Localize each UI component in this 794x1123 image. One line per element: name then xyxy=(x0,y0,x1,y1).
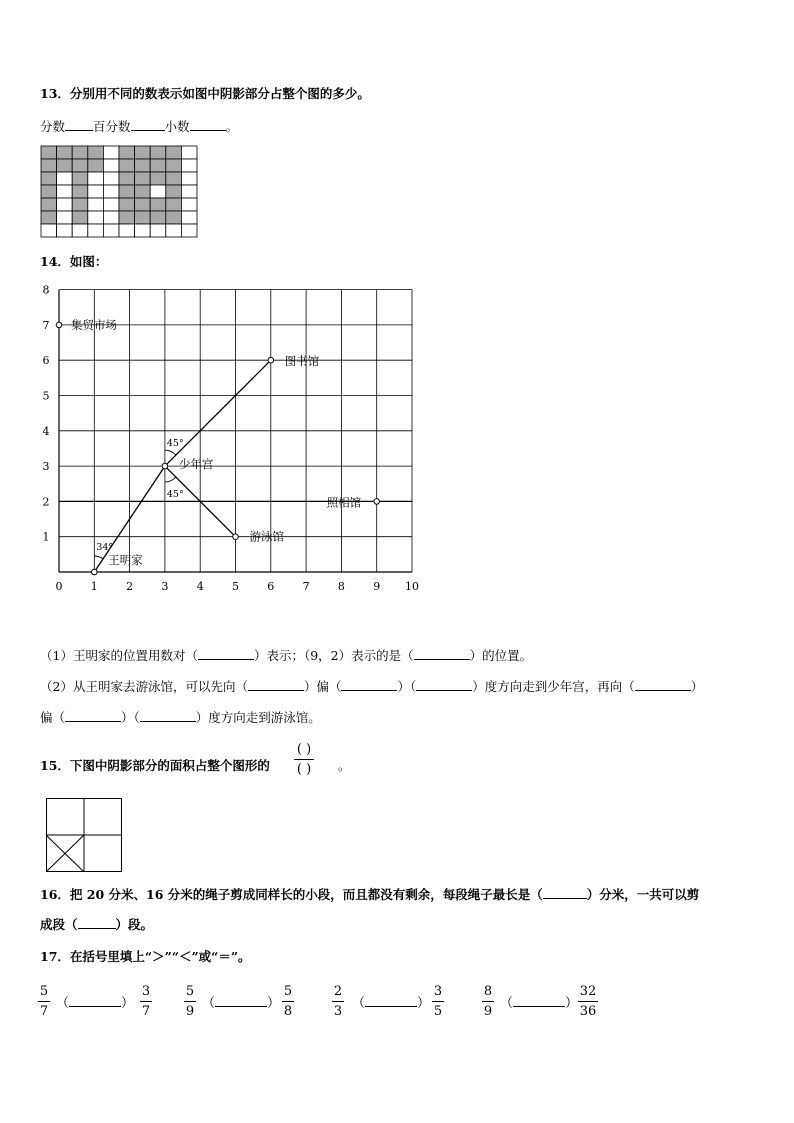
q14-sub2-text-c: ）（ xyxy=(397,679,417,694)
q16-text-a: 16．把 20 分米、16 分米的绳子剪成同样长的小段，而且都没有剩余，每段绳子最长是（ xyxy=(40,887,543,902)
q17-item4-right-den: 36 xyxy=(579,1004,597,1019)
paren-left: （ xyxy=(202,996,216,1011)
angle-label: 45° xyxy=(166,438,184,450)
location-point xyxy=(233,534,239,540)
grid-cell xyxy=(103,172,119,185)
grid-cell-shaded xyxy=(41,198,57,211)
q15-paren-bottom[interactable]: ( ) xyxy=(296,762,312,777)
grid-cell xyxy=(88,172,104,185)
q14-sub2-line2-c: ）度方向走到游泳馆。 xyxy=(195,710,321,725)
fraction-bar xyxy=(184,1001,196,1002)
grid-cell xyxy=(119,224,135,237)
q17-item2-left-fraction xyxy=(184,984,196,1019)
q14-sub2-line1 xyxy=(40,677,703,695)
grid-cell-shaded xyxy=(41,159,57,172)
location-point xyxy=(268,357,274,363)
q17-item1-right-den: 7 xyxy=(141,1004,151,1019)
q16-blank-1[interactable] xyxy=(543,886,587,899)
location-label: 集贸市场 xyxy=(71,317,117,332)
location-point xyxy=(92,569,98,575)
fraction-bar xyxy=(432,1001,444,1002)
grid-cell-shaded xyxy=(41,172,57,185)
location-label: 王明家 xyxy=(108,553,143,567)
grid-cell-shaded xyxy=(119,172,135,185)
q14-title: 14．如图： xyxy=(40,254,108,269)
angle-label: 45° xyxy=(166,489,184,501)
paren-right: ） xyxy=(267,996,281,1011)
location-point xyxy=(162,463,168,469)
x-tick-label: 2 xyxy=(126,580,134,593)
grid-cell xyxy=(88,211,104,224)
grid-cell-shaded xyxy=(135,198,151,211)
q14-sub1-text-b: ）表示；（9，2）表示的是（ xyxy=(253,648,414,663)
q14-sub2-blank-3[interactable] xyxy=(416,678,472,691)
x-tick-label: 10 xyxy=(405,580,419,593)
grid-cell-shaded xyxy=(119,185,135,198)
q13-end: 。 xyxy=(225,119,239,134)
grid-cell-shaded xyxy=(72,159,88,172)
x-tick-label: 1 xyxy=(90,580,98,593)
grid-cell xyxy=(181,211,197,224)
y-tick-label: 1 xyxy=(42,530,50,544)
q14-sub1 xyxy=(40,646,532,664)
q14-sub2-blank-6[interactable] xyxy=(140,709,196,722)
q13-decimal-blank[interactable] xyxy=(190,118,226,131)
location-label: 少年宫 xyxy=(178,457,214,472)
q16-line1 xyxy=(40,885,699,903)
grid-cell xyxy=(88,224,104,237)
x-tick-label: 8 xyxy=(337,580,345,593)
location-label: 游泳馆 xyxy=(249,529,284,544)
grid-cell-shaded xyxy=(57,159,73,172)
q13-fraction-blank[interactable] xyxy=(65,118,93,131)
q14-sub2-text-d: ）度方向走到少年宫，再向（ xyxy=(472,679,635,694)
q17-item1-compare xyxy=(56,992,134,1011)
grid-cell xyxy=(166,224,182,237)
grid-cell xyxy=(135,224,151,237)
q17-item1-right-fraction xyxy=(140,984,152,1019)
grid-cell-shaded xyxy=(119,146,135,159)
grid-cell-shaded xyxy=(72,172,88,185)
grid-cell xyxy=(181,172,197,185)
q14-sub2-blank-5[interactable] xyxy=(65,709,121,722)
fraction-bar xyxy=(482,1001,494,1002)
grid-cell xyxy=(41,224,57,237)
q15-fraction-bar xyxy=(294,759,314,760)
fraction-bar xyxy=(332,1001,344,1002)
q17-item1-blank[interactable] xyxy=(69,994,121,1007)
q17-item2-left-den: 9 xyxy=(185,1004,195,1019)
q17-item1-left-fraction xyxy=(38,984,50,1019)
q14-sub2-text-b: ）偏（ xyxy=(303,679,342,694)
angle-arc xyxy=(94,556,103,559)
grid-cell-shaded xyxy=(41,185,57,198)
y-tick-label: 2 xyxy=(42,495,50,509)
grid-cell-shaded xyxy=(166,159,182,172)
grid-cell-shaded xyxy=(166,172,182,185)
grid-cell xyxy=(150,224,166,237)
x-tick-label: 3 xyxy=(161,580,169,593)
x-tick-label: 9 xyxy=(373,580,381,593)
grid-cell xyxy=(72,224,88,237)
grid-cell xyxy=(103,159,119,172)
grid-cell-shaded xyxy=(88,159,104,172)
q13-decimal-label: 小数 xyxy=(164,119,190,134)
paren-left: （ xyxy=(500,996,514,1011)
paren-left: （ xyxy=(56,996,70,1011)
fraction-bar xyxy=(282,1001,294,1002)
grid-cell-shaded xyxy=(150,172,166,185)
q13-shaded-grid xyxy=(40,145,200,239)
grid-cell xyxy=(57,224,73,237)
q15-square-figure xyxy=(46,798,122,872)
grid-cell-shaded xyxy=(166,185,182,198)
q17-item1-right-num: 3 xyxy=(141,984,151,999)
grid-cell-shaded xyxy=(72,198,88,211)
paren-right: ） xyxy=(417,996,431,1011)
q13-percent-blank[interactable] xyxy=(131,118,165,131)
x-tick-label: 6 xyxy=(267,580,275,593)
q14-sub1-blank-1[interactable] xyxy=(198,647,254,660)
q17-title: 17．在括号里填上“＞”“＜”或“＝”。 xyxy=(40,949,251,964)
y-tick-label: 8 xyxy=(42,283,50,297)
grid-cell xyxy=(103,198,119,211)
grid-cell-shaded xyxy=(150,159,166,172)
q17-item3-right-den: 5 xyxy=(433,1004,443,1019)
q16-blank-2[interactable] xyxy=(78,916,116,929)
q15-paren-top[interactable]: ( ) xyxy=(296,742,312,757)
grid-cell-shaded xyxy=(88,146,104,159)
q16-line2-a: 成段（ xyxy=(40,917,78,932)
q13-percent-label: 百分数 xyxy=(93,119,131,134)
q17-item2-left-num: 5 xyxy=(185,984,195,999)
grid-cell xyxy=(57,172,73,185)
grid-cell xyxy=(57,198,73,211)
q14-sub1-text-a: （1）王明家的位置用数对（ xyxy=(40,648,198,663)
fraction-bar xyxy=(140,1001,152,1002)
y-tick-label: 6 xyxy=(42,354,50,368)
q16-line2 xyxy=(40,915,153,933)
q14-sub2-blank-2[interactable] xyxy=(341,678,397,691)
q14-coordinate-grid xyxy=(30,280,430,598)
grid-cell-shaded xyxy=(119,159,135,172)
q17-item2-compare xyxy=(202,992,280,1011)
q14-sub2-line2 xyxy=(40,708,321,726)
x-tick-label: 7 xyxy=(302,580,310,593)
grid-cell-shaded xyxy=(166,198,182,211)
grid-cell xyxy=(103,211,119,224)
q17-item4-left-fraction xyxy=(482,984,494,1019)
q13-fraction-label: 分数 xyxy=(40,119,66,134)
location-label: 照相馆 xyxy=(326,495,362,510)
q17-item4-left-den: 9 xyxy=(483,1004,493,1019)
q17-item4-right-fraction xyxy=(578,984,598,1019)
q16-text-b: ）分米，一共可以剪 xyxy=(586,887,700,902)
grid-cell xyxy=(103,185,119,198)
q14-sub2-blank-4[interactable] xyxy=(635,678,691,691)
grid-cell-shaded xyxy=(135,159,151,172)
fraction-bar xyxy=(578,1001,598,1002)
location-label: 图书馆 xyxy=(284,354,320,369)
q15-fraction-answer xyxy=(294,742,314,777)
q14-sub2-line2-b: ）（ xyxy=(121,710,140,725)
route-segment xyxy=(165,360,271,466)
q17-item2-blank[interactable] xyxy=(215,994,267,1007)
q14-sub2-blank-1[interactable] xyxy=(248,678,304,691)
grid-cell xyxy=(103,146,119,159)
y-tick-label: 3 xyxy=(42,460,50,474)
paren-left: （ xyxy=(352,996,366,1011)
grid-cell-shaded xyxy=(72,146,88,159)
grid-cell xyxy=(181,198,197,211)
grid-cell-shaded xyxy=(135,185,151,198)
paren-right: ） xyxy=(565,996,579,1011)
grid-cell-shaded xyxy=(166,146,182,159)
q17-item3-compare xyxy=(352,992,430,1011)
grid-cell-shaded xyxy=(119,211,135,224)
q17-item4-blank[interactable] xyxy=(513,994,565,1007)
q17-item2-right-fraction xyxy=(282,984,294,1019)
q14-sub1-blank-2[interactable] xyxy=(414,647,470,660)
x-tick-label: 0 xyxy=(55,580,63,593)
grid-cell-shaded xyxy=(41,211,57,224)
grid-cell xyxy=(57,185,73,198)
grid-cell-shaded xyxy=(72,211,88,224)
grid-cell-shaded xyxy=(166,211,182,224)
q17-item1-left-den: 7 xyxy=(39,1004,49,1019)
y-tick-label: 4 xyxy=(42,424,50,438)
fraction-bar xyxy=(38,1001,50,1002)
grid-cell-shaded xyxy=(135,172,151,185)
grid-cell xyxy=(103,224,119,237)
q17-item2-right-den: 8 xyxy=(283,1004,293,1019)
y-tick-label: 5 xyxy=(42,389,50,403)
grid-cell-shaded xyxy=(72,185,88,198)
q17-item2-right-num: 5 xyxy=(283,984,293,999)
grid-cell-shaded xyxy=(150,146,166,159)
grid-cell-shaded xyxy=(57,146,73,159)
q17-item3-right-fraction xyxy=(432,984,444,1019)
q17-item4-right-num: 32 xyxy=(579,984,597,999)
x-tick-label: 4 xyxy=(196,580,204,593)
q15-end: 。 xyxy=(338,758,351,773)
x-tick-label: 5 xyxy=(232,580,239,593)
q17-item3-right-num: 3 xyxy=(433,984,443,999)
q17-item4-compare xyxy=(500,992,578,1011)
q14-sub2-text-e: ） xyxy=(690,679,704,694)
angle-arc xyxy=(165,477,176,482)
grid-cell xyxy=(181,185,197,198)
q17-item4-left-num: 8 xyxy=(483,984,493,999)
grid-cell xyxy=(88,198,104,211)
grid-cell-shaded xyxy=(41,146,57,159)
grid-cell xyxy=(181,159,197,172)
grid-cell xyxy=(181,146,197,159)
grid-cell xyxy=(57,211,73,224)
grid-cell-shaded xyxy=(150,198,166,211)
grid-cell-shaded xyxy=(150,211,166,224)
q17-item3-left-den: 3 xyxy=(333,1004,343,1019)
q14-sub2-line2-a: 偏（ xyxy=(40,710,66,725)
q13-answer-line xyxy=(40,117,238,135)
q14-sub2-text-a: （2）从王明家去游泳馆，可以先向（ xyxy=(40,679,248,694)
grid-cell xyxy=(150,185,166,198)
paren-right: ） xyxy=(121,996,135,1011)
q17-item1-left-num: 5 xyxy=(39,984,49,999)
q14-sub1-text-c: ）的位置。 xyxy=(469,648,533,663)
grid-cell xyxy=(181,224,197,237)
location-point xyxy=(374,499,380,505)
grid-cell-shaded xyxy=(135,146,151,159)
location-point xyxy=(56,322,62,328)
y-tick-label: 7 xyxy=(42,318,50,332)
q15-title: 15．下图中阴影部分的面积占整个图形的 xyxy=(40,758,270,773)
q13-title: 13．分别用不同的数表示如图中阴影部分占整个图的多少。 xyxy=(40,86,370,101)
q17-item3-left-fraction xyxy=(332,984,344,1019)
grid-cell-shaded xyxy=(135,211,151,224)
grid-cell xyxy=(88,185,104,198)
angle-arc xyxy=(165,450,176,455)
q16-line2-b: ）段。 xyxy=(115,917,154,932)
q17-item3-left-num: 2 xyxy=(333,984,343,999)
q17-item3-blank[interactable] xyxy=(365,994,417,1007)
angle-label: 34° xyxy=(96,542,114,553)
grid-cell-shaded xyxy=(119,198,135,211)
